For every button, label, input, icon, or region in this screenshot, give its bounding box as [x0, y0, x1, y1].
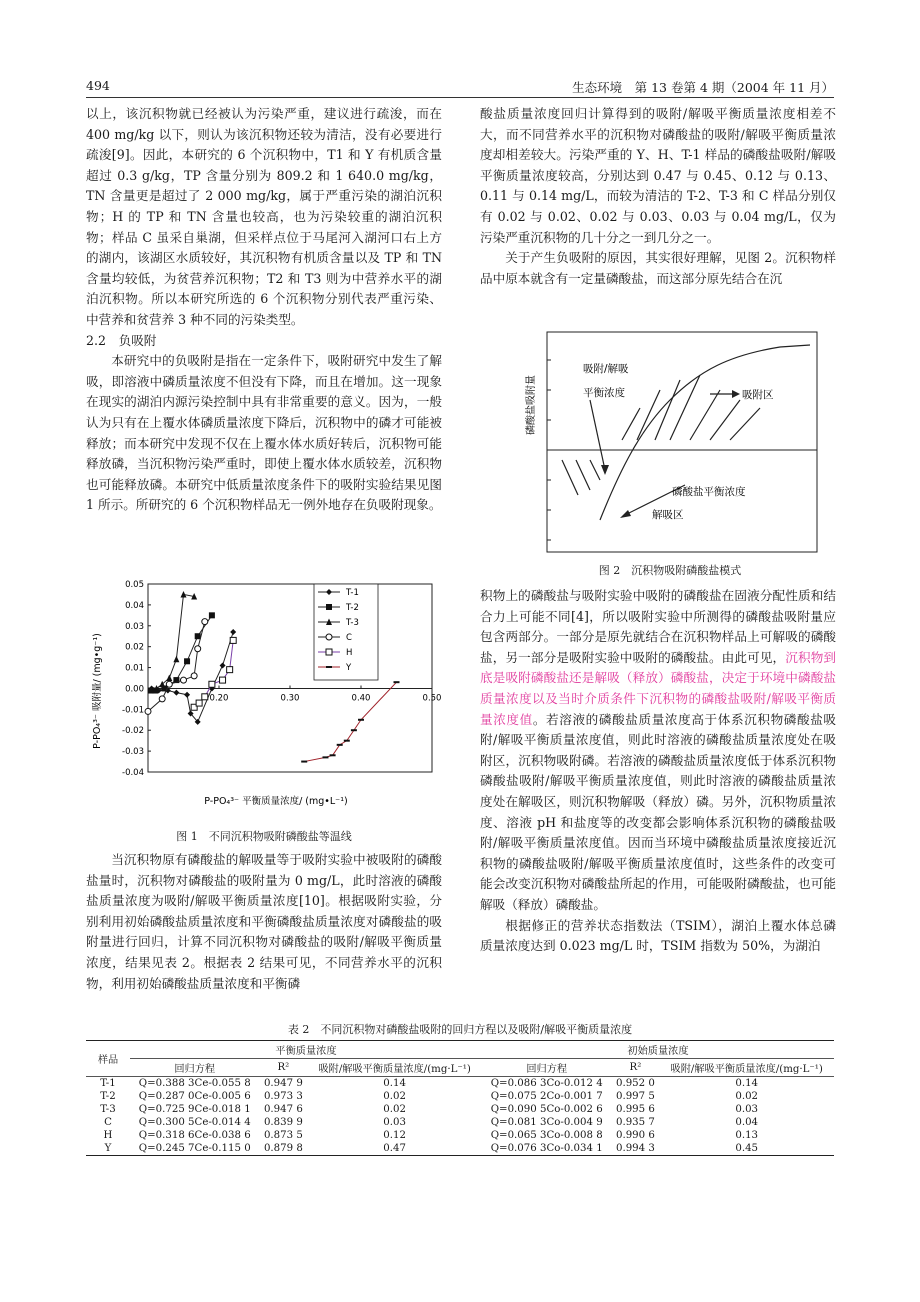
- table-cell-r2: 0.994 3: [611, 1142, 659, 1156]
- table-cell-c2: 0.14: [735, 1078, 759, 1089]
- x-axis-label: P-PO₄³⁻ 平衡质量浓度/ (mg•L⁻¹): [204, 796, 348, 807]
- group-equilibrium: 平衡质量浓度: [130, 1041, 482, 1059]
- data-point: [173, 656, 179, 663]
- data-point: [184, 692, 190, 698]
- y-tick-label: -0.02: [122, 726, 144, 737]
- paragraph: 本研究中的负吸附是指在一定条件下，吸附研究中发生了解吸，即溶液中磷质量浓度不但没有下降，而且在增加。这一现象在现实的湖泊内源污染控制中具有非常重要的意义。因为，一般认为只有在上覆水体磷质量浓度下降后，沉积物中的磷才可能被释放；而本研究中发现不仅在上覆水体水质好转后，沉积物可能释放磷，当沉积物污染严重时，即使上覆水体水质较差，沉积物也可能释放磷。本研究中低质量浓度条件下的吸附实验结果见图 1 所示。所研究的 6 个沉积物样品无一例外地存在负吸附现象。: [86, 353, 442, 513]
- table-cell-s: T-2: [100, 1091, 116, 1102]
- table-row: [86, 1116, 834, 1129]
- data-point: [159, 696, 165, 702]
- table-cell-r1: 0.873 5: [263, 1130, 303, 1141]
- data-point: [337, 744, 343, 746]
- y-tick-label: 0.03: [125, 621, 144, 632]
- table-cell-c1: 0.02: [383, 1104, 406, 1115]
- y-tick-label: 0.01: [125, 663, 144, 674]
- y-tick-label: 0.02: [125, 642, 144, 653]
- table-cell-r1: 0.879 8: [259, 1142, 307, 1156]
- data-point: [209, 612, 215, 618]
- table-2: [86, 1040, 834, 1156]
- figure-1-caption: 图 1 不同沉积物吸附磷酸盐等温线: [176, 830, 352, 843]
- data-point: [159, 681, 165, 688]
- table-cell-s: C: [104, 1117, 112, 1128]
- text-run: 。若溶液的磷酸盐质量浓度高于体系沉积物磷酸盐吸附/解吸平衡质量浓度值，则此时溶液的磷酸盐质量浓度处在吸附区，沉积物吸附磷。若溶液的磷酸盐质量浓度低于体系沉积物磷酸盐吸附/解吸平衡质量浓度值，则此时溶液的磷酸盐质量浓度处在解吸区，则沉积物解吸（释放）磷。另外，沉积物质量浓度、溶液 pH 和盐度等的改变都会影响体系沉积物的磷酸盐吸附/解吸平衡质量浓度值。因而当环境中磷酸盐质量浓度接近沉积物的磷酸盐吸附/解吸平衡质量浓度值时，这些条件的改变可能会改变沉积物对磷酸盐所起的作用，可能吸附磷酸盐，也可能解吸（释放）磷酸盐。: [480, 711, 837, 912]
- table-cell-c2: 0.03: [735, 1104, 759, 1115]
- data-point: [145, 708, 151, 714]
- data-point: [209, 681, 215, 687]
- table-cell-e1: Q=0.300 5Ce-0.014 4: [138, 1117, 251, 1128]
- section-heading: 2.2 负吸附: [86, 332, 157, 348]
- header-eq: 回归方程: [482, 1059, 612, 1077]
- data-point: [230, 629, 236, 635]
- series-line: [304, 682, 396, 761]
- data-point: [181, 591, 187, 598]
- data-point: [330, 754, 336, 756]
- table-cell-s: T-1: [100, 1078, 116, 1089]
- data-point: [166, 675, 172, 682]
- table-cell-r1: 0.973 3: [263, 1091, 303, 1102]
- text-run: 积物上的磷酸盐与吸附实验中吸附的磷酸盐在固液分配性质和结合力上可能不同[4]，所以吸附实验中所测得的磷酸盐吸附量应包含两部分。一部分是原先就结合在沉积物样品上可解吸的磷酸盐，另一部分是吸附实验中吸附的磷酸盐。由此可见，: [480, 588, 836, 665]
- header-conc: 吸附/解吸平衡质量浓度/(mg·L⁻¹): [659, 1059, 834, 1077]
- figure-1-chart: [86, 576, 442, 816]
- table-cell-e2: Q=0.090 5Co-0.002 6: [490, 1104, 603, 1115]
- table-row: [86, 1129, 834, 1142]
- table-cell-c1: 0.47: [307, 1142, 482, 1156]
- table-cell-e1: Q=0.245 7Ce-0.115 0: [130, 1142, 259, 1156]
- legend-entry: T-3: [346, 618, 359, 628]
- table-cell-c2: 0.13: [735, 1130, 759, 1141]
- header-r2: R²: [611, 1059, 659, 1077]
- data-point: [326, 634, 332, 640]
- y-tick-label: 0.04: [125, 600, 144, 611]
- paragraph: [480, 586, 836, 916]
- data-point: [326, 604, 332, 610]
- legend-entry: Y: [346, 663, 352, 673]
- plot-frame: [148, 584, 432, 772]
- table-cell-e2: Q=0.086 3Co-0.012 4: [490, 1078, 603, 1089]
- left-column-bottom: [86, 850, 442, 994]
- table-2-caption: 表 2 不同沉积物对磷酸盐吸附的回归方程以及吸附/解吸平衡质量浓度: [287, 1023, 633, 1036]
- paragraph: 以上，该沉积物就已经被认为污染严重，建议进行疏浚，而在 400 mg/kg 以下，则认为该沉积物还较为清洁，没有必要进行疏浚[9]。因此，本研究的 6 个沉积物中，T1 和 Y 有机质含量超过 0.3 g/kg，TP 含量分别为 809.2 和 1 640.0 mg/kg，TN 含量更是超过了 2 000 mg/kg，属于严重污染的湖泊沉积物；H 的 TP 和 TN 含量也较高，也为污染较重的湖泊沉积物；样品 C 虽采自巢湖，但采样点位于马尾河入湖河口右上方的湖内，该湖区水质较好，其沉积物有机质含量以及 TP 和 TN 含量均较低，为贫营养沉积物；T2 和 T3 则为中营养水平的湖泊沉积物。所以本研究所选的 6 个沉积物分别代表严重污染、中营养和贫营养 3 种不同的污染类型。: [86, 106, 442, 327]
- table-cell-c2: 0.45: [659, 1142, 834, 1156]
- data-point: [323, 756, 329, 758]
- data-point: [181, 677, 187, 683]
- right-column: [480, 104, 836, 289]
- data-point: [326, 666, 332, 668]
- desorption-hatch: [562, 460, 600, 495]
- table-cell-c1: 0.02: [383, 1091, 406, 1102]
- x-tick-label: 0.30: [280, 693, 300, 704]
- table-cell-s: H: [103, 1130, 113, 1141]
- data-point: [195, 646, 201, 652]
- header-eq: 回归方程: [130, 1059, 259, 1077]
- table-cell-r2: 0.995 6: [615, 1104, 655, 1115]
- data-point: [220, 677, 226, 683]
- table-cell-e2: Q=0.065 3Co-0.008 8: [490, 1130, 603, 1141]
- table-cell-r2: 0.952 0: [615, 1078, 655, 1089]
- x-tick-label: 0.40: [351, 693, 371, 704]
- x-tick-label: 0.50: [422, 693, 442, 704]
- data-point: [173, 690, 179, 696]
- table-cell-c1: 0.03: [383, 1117, 406, 1128]
- x-tick-label: 0.20: [209, 693, 229, 704]
- paragraph: 酸盐质量浓度回归计算得到的吸附/解吸平衡质量浓度相差不大，而不同营养水平的沉积物对磷酸盐的吸附/解吸平衡质量浓度却相差较大。污染严重的 Y、H、T-1 样品的磷酸盐吸附/解吸平衡质量浓度较高，分别达到 0.47 与 0.45、0.12 与 0.13、0.11 与 0.14 mg/L，而较为清洁的 T-2、T-3 和 C 样品分别仅有 0.02 与 0.02、0.02 与 0.03、0.03 与 0.04 mg/L，仅为污染严重沉积物的几十分之一到几分之一。: [480, 106, 836, 245]
- data-point: [394, 681, 400, 683]
- table-cell-r2: 0.935 7: [615, 1117, 655, 1128]
- right-column-bottom: [480, 586, 836, 957]
- col-sample: 样品: [86, 1041, 130, 1077]
- data-point: [358, 719, 364, 721]
- y-tick-label: 0.00: [125, 684, 144, 695]
- table-cell-r1: 0.839 9: [263, 1117, 303, 1128]
- adsorption-zone-label: 吸附区: [742, 389, 774, 401]
- table-cell-s: T-3: [100, 1104, 116, 1115]
- left-column: [86, 104, 442, 516]
- paragraph: 关于产生负吸附的原因，其实很好理解，见图 2。沉积物样品中原本就含有一定量磷酸盐，而这部分原先结合在沉: [480, 250, 836, 286]
- table-cell-r1: 0.947 9: [263, 1078, 303, 1089]
- desorption-zone-label: 解吸区: [652, 509, 684, 521]
- data-point: [195, 633, 201, 639]
- page-number: 494: [86, 78, 110, 93]
- table-cell-e1: Q=0.318 6Ce-0.038 6: [138, 1130, 251, 1141]
- table-cell-e2: Q=0.075 2Co-0.001 7: [490, 1091, 603, 1102]
- table-cell-e1: Q=0.287 0Ce-0.005 6: [138, 1091, 251, 1102]
- adsorption-hatch: [622, 375, 760, 440]
- table-row: [86, 1103, 834, 1116]
- table-cell-e2: Q=0.076 3Co-0.034 1: [482, 1142, 612, 1156]
- legend-entry: C: [346, 633, 352, 643]
- table-cell-c2: 0.02: [735, 1091, 759, 1102]
- data-point: [202, 694, 208, 700]
- figure-2-diagram: [520, 330, 820, 556]
- table-cell-r1: 0.947 6: [263, 1104, 303, 1115]
- figure-2-caption: 图 2 沉积物吸附磷酸盐模式: [598, 564, 742, 577]
- series-line: [154, 594, 194, 690]
- data-point: [202, 619, 208, 625]
- page-header: [86, 74, 834, 96]
- data-point: [196, 700, 202, 706]
- header-rule: [86, 97, 834, 98]
- data-point: [344, 740, 350, 742]
- equilibrium-axis-label: 磷酸盐平衡浓度: [672, 486, 746, 498]
- legend-entry: T-1: [346, 588, 359, 598]
- data-point: [230, 637, 236, 643]
- highlighted-text: 沉积物到底是吸附磷酸盐还是解吸（释放）磷酸盐，决定于环境中磷酸盐质量浓度以及当时介质条件下沉积物的磷酸盐吸附/解吸平衡质量浓度值: [480, 649, 836, 727]
- paragraph: 根据修正的营养状态指数法（TSIM），湖泊上覆水体总磷质量浓度达到 0.023 mg/L 时，TSIM 指数为 50%，为湖泊: [480, 917, 836, 954]
- table-cell-s: Y: [86, 1142, 130, 1156]
- legend-entry: T-2: [346, 603, 359, 613]
- y-tick-label: -0.03: [122, 747, 144, 758]
- data-point: [227, 667, 233, 673]
- data-point: [301, 761, 307, 763]
- table-cell-e1: Q=0.388 3Ce-0.055 8: [138, 1078, 251, 1089]
- table-cell-e2: Q=0.081 3Co-0.004 9: [490, 1117, 603, 1128]
- eq-label-2: 平衡浓度: [583, 387, 625, 399]
- series-Y: [301, 681, 399, 762]
- table-cell-c1: 0.12: [383, 1130, 406, 1141]
- table-cell-e1: Q=0.725 9Ce-0.018 1: [138, 1104, 251, 1115]
- data-point: [184, 658, 190, 664]
- header-conc: 吸附/解吸平衡质量浓度/(mg·L⁻¹): [307, 1059, 482, 1077]
- table-row: [86, 1090, 834, 1103]
- y-tick-label: 0.05: [125, 580, 144, 590]
- table-row: [86, 1142, 834, 1156]
- data-point: [191, 673, 197, 679]
- group-initial: 初始质量浓度: [482, 1041, 834, 1059]
- table-cell-c2: 0.04: [735, 1117, 759, 1128]
- y-tick-label: -0.04: [122, 768, 144, 778]
- header-r2: R²: [259, 1059, 307, 1077]
- y-tick-label: -0.01: [122, 705, 144, 716]
- data-point: [166, 681, 172, 687]
- table-cell-r2: 0.997 5: [615, 1091, 655, 1102]
- data-point: [351, 729, 357, 731]
- table-cell-r2: 0.990 6: [615, 1130, 655, 1141]
- data-point: [326, 649, 332, 655]
- legend-entry: H: [346, 648, 353, 658]
- table-cell-c1: 0.14: [383, 1078, 406, 1089]
- y-axis-label: P-PO₄³⁻ 吸附量/ (mg•g⁻¹): [92, 633, 103, 749]
- journal-title: 生态环境 第 13 卷第 4 期（2004 年 11 月）: [572, 80, 834, 95]
- data-point: [220, 662, 226, 668]
- ylabel: 磷酸盐吸附量: [526, 375, 537, 435]
- table-row: [86, 1077, 834, 1091]
- eq-label: 吸附/解吸: [583, 363, 629, 375]
- paragraph: 当沉积物原有磷酸盐的解吸量等于吸附实验中被吸附的磷酸盐量时，沉积物对磷酸盐的吸附量为 0 mg/L，此时溶液的磷酸盐质量浓度为吸附/解吸平衡质量浓度[10]。根据吸附实验，分别利用初始磷酸盐质量浓度和平衡磷酸盐质量浓度对磷酸盐的吸附量进行回归，计算不同沉积物对磷酸盐的吸附/解吸平衡质量浓度，结果见表 2。根据表 2 结果可见，不同营养水平的沉积物，利用初始磷酸盐质量浓度和平衡磷: [86, 852, 442, 991]
